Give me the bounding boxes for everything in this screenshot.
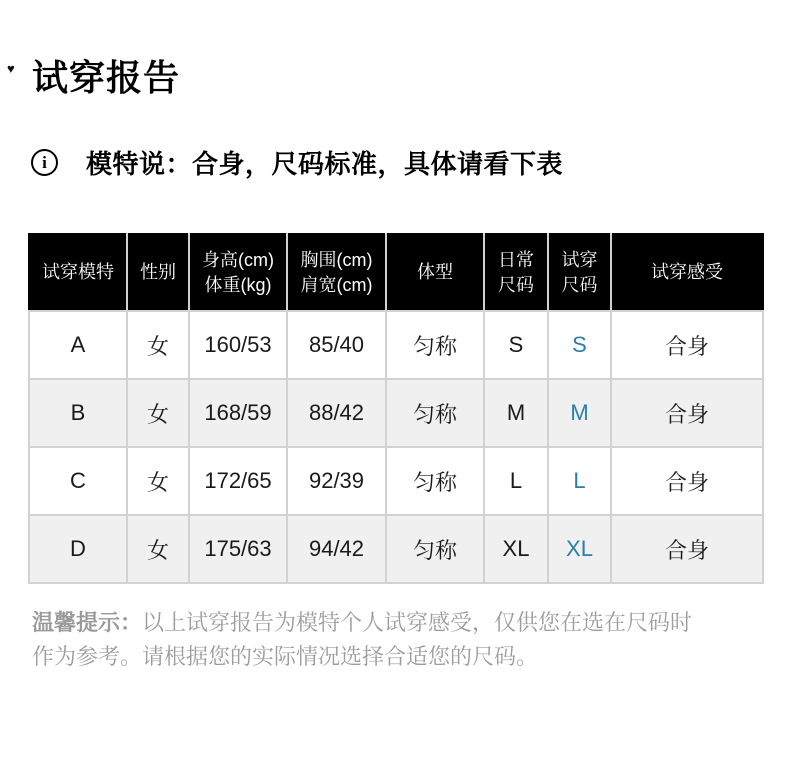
cell-gender: 女 bbox=[127, 447, 189, 515]
cell-height-weight: 168/59 bbox=[189, 379, 287, 447]
header-line: 体型 bbox=[417, 262, 453, 282]
header-line: 试穿 bbox=[561, 249, 598, 270]
header-cell-height-weight bbox=[189, 234, 287, 311]
cell-body-type: 匀称 bbox=[386, 379, 484, 447]
footnote bbox=[32, 606, 762, 674]
cell-bust-shoulder: 85/40 bbox=[287, 311, 386, 379]
footnote-line2: 作为参考。请根据您的实际情况选择合适您的尺码。 bbox=[32, 644, 539, 669]
header-cell-gender bbox=[127, 234, 189, 311]
header-line: 试穿模特 bbox=[42, 262, 114, 282]
cell-model: D bbox=[29, 515, 127, 583]
tryon-report-section bbox=[0, 57, 790, 674]
footnote-label: 温馨提示： bbox=[32, 610, 143, 635]
table-row bbox=[29, 379, 763, 447]
table-row bbox=[29, 515, 763, 583]
corner-heart-icon: ♥ bbox=[7, 61, 15, 76]
cell-daily-size: XL bbox=[484, 515, 548, 583]
page-title: 试穿报告 bbox=[32, 57, 181, 98]
header-line: 体重(kg) bbox=[204, 274, 272, 295]
model-notice bbox=[31, 144, 790, 181]
header-line: 日常 bbox=[498, 249, 534, 270]
cell-feeling: 合身 bbox=[611, 515, 763, 583]
cell-gender: 女 bbox=[127, 311, 189, 379]
cell-body-type: 匀称 bbox=[386, 311, 484, 379]
header-line: 尺码 bbox=[561, 274, 598, 295]
table-row bbox=[29, 311, 763, 379]
cell-height-weight: 175/63 bbox=[189, 515, 287, 583]
cell-feeling: 合身 bbox=[611, 379, 763, 447]
cell-body-type: 匀称 bbox=[386, 515, 484, 583]
cell-tryon-size: XL bbox=[548, 515, 611, 583]
cell-feeling: 合身 bbox=[611, 311, 763, 379]
cell-bust-shoulder: 88/42 bbox=[287, 379, 386, 447]
cell-height-weight: 160/53 bbox=[189, 311, 287, 379]
header-cell-body-type bbox=[386, 234, 484, 311]
footnote-line1: 以上试穿报告为模特个人试穿感受，仅供您在选在尺码时 bbox=[142, 610, 693, 635]
info-icon bbox=[31, 149, 58, 176]
header-line: 性别 bbox=[140, 262, 176, 282]
cell-daily-size: S bbox=[484, 311, 548, 379]
cell-daily-size: M bbox=[484, 379, 548, 447]
cell-model: B bbox=[29, 379, 127, 447]
tryon-report-table bbox=[28, 233, 764, 584]
header-line: 肩宽(cm) bbox=[300, 274, 373, 295]
cell-gender: 女 bbox=[127, 379, 189, 447]
header-line: 身高(cm) bbox=[202, 249, 274, 270]
cell-model: C bbox=[29, 447, 127, 515]
cell-daily-size: L bbox=[484, 447, 548, 515]
table-row bbox=[29, 447, 763, 515]
info-icon-glyph: i bbox=[42, 152, 47, 172]
header-line: 胸围(cm) bbox=[300, 249, 373, 270]
notice-text: 模特说：合身，尺码标准，具体请看下表 bbox=[86, 149, 564, 179]
header-cell-feeling bbox=[611, 234, 763, 311]
header-line: 试穿感受 bbox=[651, 262, 723, 282]
table-header-row bbox=[29, 234, 763, 311]
cell-model: A bbox=[29, 311, 127, 379]
header-line: 尺码 bbox=[498, 274, 534, 295]
header-cell-daily-size bbox=[484, 234, 548, 311]
cell-gender: 女 bbox=[127, 515, 189, 583]
cell-bust-shoulder: 94/42 bbox=[287, 515, 386, 583]
cell-tryon-size: L bbox=[548, 447, 611, 515]
header-cell-tryon-size bbox=[548, 234, 611, 311]
cell-tryon-size: M bbox=[548, 379, 611, 447]
cell-feeling: 合身 bbox=[611, 447, 763, 515]
cell-tryon-size: S bbox=[548, 311, 611, 379]
cell-body-type: 匀称 bbox=[386, 447, 484, 515]
cell-bust-shoulder: 92/39 bbox=[287, 447, 386, 515]
header-cell-model bbox=[29, 234, 127, 311]
header-cell-bust-shoulder bbox=[287, 234, 386, 311]
cell-height-weight: 172/65 bbox=[189, 447, 287, 515]
